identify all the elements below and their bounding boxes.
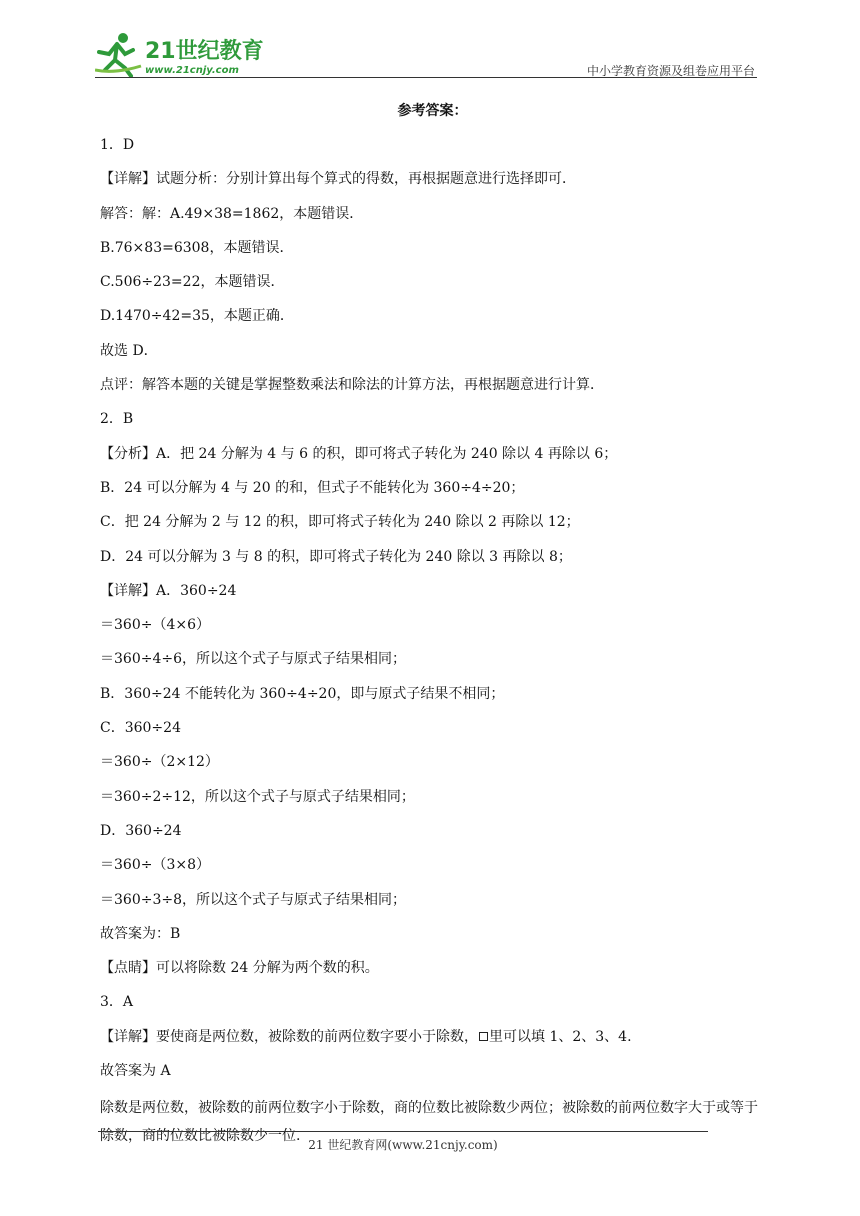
answer-line: 3．A <box>100 994 134 1011</box>
answer-line: C．360÷24 <box>100 720 181 737</box>
answer-line: ＝360÷（4×6） <box>100 617 210 634</box>
answer-line: 【点睛】可以将除数 24 分解为两个数的积。 <box>100 960 379 977</box>
answer-content <box>100 100 765 1150</box>
blank-box-icon <box>479 1032 488 1041</box>
answer-line: B.76×83=6308，本题错误． <box>100 239 294 256</box>
answer-line: 1．D <box>100 137 135 153</box>
answer-line: 点评：解答本题的关键是掌握整数乘法和除法的计算方法，再根据题意进行计算． <box>100 377 604 394</box>
logo-21cnjy <box>95 30 265 78</box>
answer-line: ＝360÷4÷6，所以这个式子与原式子结果相同； <box>100 651 406 668</box>
answer-line: B．24 可以分解为 4 与 20 的和，但式子不能转化为 360÷4÷20； <box>100 479 525 496</box>
logo-url: www.21cnjy.com <box>145 65 239 76</box>
answer-line: ＝360÷（3×8） <box>100 857 210 874</box>
logo-text: 21世纪教育 <box>145 39 264 64</box>
answer-line: C.506÷23=22，本题错误． <box>100 274 285 291</box>
header-divider <box>95 77 757 78</box>
q3-answer: 故答案为 A <box>100 1063 171 1080</box>
answer-line: D．24 可以分解为 3 与 8 的积，即可将式子转化为 240 除以 3 再除以 8； <box>100 548 572 565</box>
answer-lines <box>100 134 765 1026</box>
answer-line: ＝360÷2÷12，所以这个式子与原式子结果相同； <box>100 788 415 805</box>
answer-line: ＝360÷3÷8，所以这个式子与原式子结果相同； <box>100 891 406 908</box>
platform-name: 中小学教育资源及组卷应用平台 <box>586 64 755 78</box>
page-footer: 21 世纪教育网(www.21cnjy.com) <box>308 1138 498 1152</box>
page-title: 参考答案： <box>397 103 468 119</box>
answer-line: B．360÷24 不能转化为 360÷4÷20，即与原式子结果不相同； <box>100 685 505 702</box>
answer-line: 【详解】试题分析：分别计算出每个算式的得数，再根据题意进行选择即可． <box>100 171 576 188</box>
answer-line: C．把 24 分解为 2 与 12 的积，即可将式子转化为 240 除以 2 再除以 12； <box>100 514 580 531</box>
answer-line: 故答案为：B <box>100 925 181 942</box>
answer-line: 故选 D． <box>100 342 158 359</box>
footer-divider <box>98 1131 708 1132</box>
q3-note: 除数是两位数，被除数的前两位数字小于除数，商的位数比被除数少两位；被除数的前两位数字大于或等于除数，商的位数比被除数少一位. <box>100 1100 758 1145</box>
answer-line: 【详解】A．360÷24 <box>100 582 237 599</box>
answer-line: 【分析】A．把 24 分解为 4 与 6 的积，即可将式子转化为 240 除以 4 再除以 6； <box>100 445 618 462</box>
page-header <box>95 30 755 80</box>
answer-line: D.1470÷42=35，本题正确． <box>100 308 294 325</box>
answer-line: D．360÷24 <box>100 822 182 839</box>
answer-line: 2．B <box>100 411 134 428</box>
answer-line: ＝360÷（2×12） <box>100 754 219 771</box>
answer-line: 解答：解：A.49×38=1862，本题错误． <box>100 205 364 222</box>
q3-detail: 【详解】要使商是两位数，被除数的前两位数字要小于除数， 里可以填 1、2、3、4. <box>100 1028 632 1045</box>
